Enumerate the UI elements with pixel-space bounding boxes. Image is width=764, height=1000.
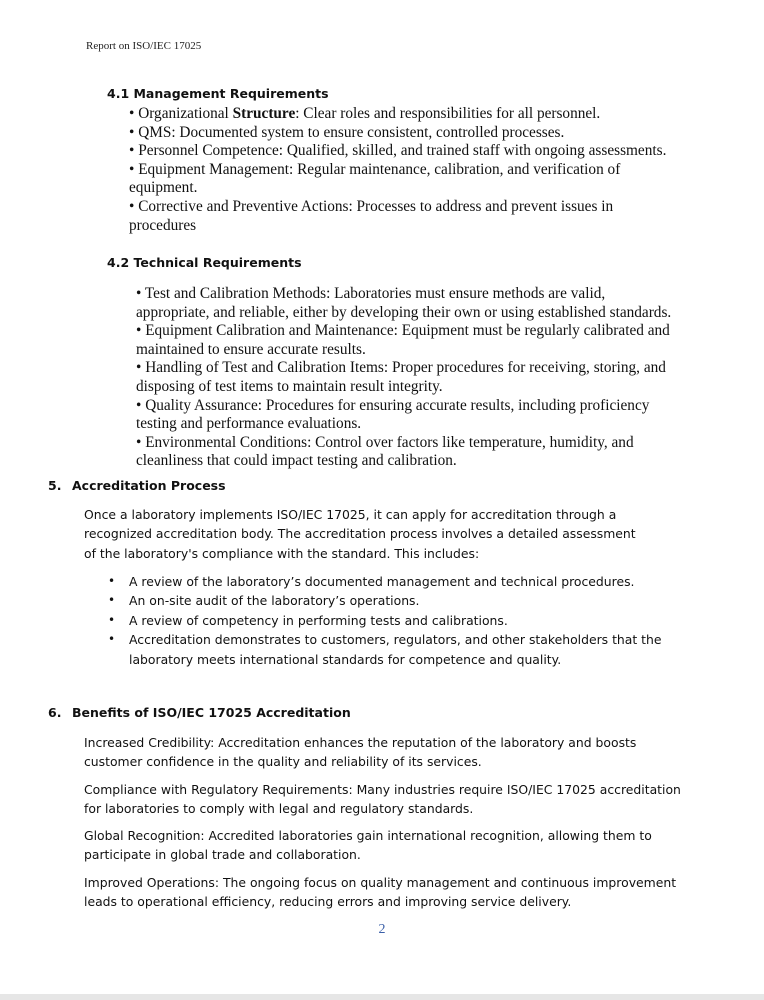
list-4-1 xyxy=(129,105,689,235)
section-6-paragraph: Global Recognition: Accredited laboratories gain international recognition, allowing them to participate in global trade and collaboration. xyxy=(84,828,652,863)
page-number: 2 xyxy=(378,922,386,937)
list-4-2 xyxy=(136,285,681,471)
list-item: • Environmental Conditions: Control over factors like temperature, humidity, and cleanliness that could impact testing and calibration. xyxy=(136,433,634,470)
section-6-paragraph: Compliance with Regulatory Requirements: Many industries require ISO/IEC 17025 accreditation for laboratories to comply with legal and regulatory standards. xyxy=(84,782,681,817)
section-title: Accreditation Process xyxy=(72,478,226,493)
running-header: Report on ISO/IEC 17025 xyxy=(86,40,202,52)
list-item: • A review of the laboratory’s documented management and technical procedures. xyxy=(108,574,635,589)
list-item: • Accreditation demonstrates to customers, regulators, and other stakeholders that the laboratory meets international standards for competence and quality. xyxy=(108,632,662,667)
list-item: • Organizational Structure: Clear roles and responsibilities for all personnel. xyxy=(129,105,601,122)
section-6-paragraph: Improved Operations: The ongoing focus on quality management and continuous improvement leads to operational efficiency, reducing errors and improving service delivery. xyxy=(84,875,677,910)
list-item: • Quality Assurance: Procedures for ensuring accurate results, including proficiency testing and performance evaluations. xyxy=(136,396,650,433)
list-item: • An on-site audit of the laboratory’s operations. xyxy=(108,593,420,609)
list-item: • Equipment Management: Regular maintenance, calibration, and verification of equipment. xyxy=(129,160,621,197)
section-5-intro: Once a laboratory implements ISO/IEC 17025, it can apply for accreditation through a recognized accreditation body. The accreditation process involves a detailed assessment of the laboratory's compliance with the standard. This includes: xyxy=(84,507,636,561)
list-item: • Equipment Calibration and Maintenance: Equipment must be regularly calibrated and maintained to ensure accurate results. xyxy=(136,322,670,358)
list-item: • Corrective and Preventive Actions: Processes to address and prevent issues in procedures xyxy=(129,197,614,234)
section-number: 6. xyxy=(48,705,62,720)
section-5-bullets xyxy=(84,572,694,669)
list-item: • Handling of Test and Calibration Items: Proper procedures for receiving, storing, and disposing of test items to maintain result integrity. xyxy=(136,359,666,395)
list-item: • A review of competency in performing tests and calibrations. xyxy=(108,612,508,628)
heading-section-5 xyxy=(48,478,226,493)
heading-4-2: 4.2 Technical Requirements xyxy=(107,255,302,270)
page-bottom-edge xyxy=(0,994,764,1000)
section-title: Benefits of ISO/IEC 17025 Accreditation xyxy=(72,705,351,720)
heading-4-1: 4.1 Management Requirements xyxy=(107,86,329,101)
list-item: • QMS: Documented system to ensure consistent, controlled processes. xyxy=(129,123,565,141)
heading-section-6 xyxy=(48,705,351,720)
list-item: • Personnel Competence: Qualified, skilled, and trained staff with ongoing assessments. xyxy=(129,142,667,160)
section-number: 5. xyxy=(48,478,62,493)
section-6-paragraph: Increased Credibility: Accreditation enhances the reputation of the laboratory and boosts customer confidence in the quality and reliability of its services. xyxy=(84,735,637,770)
list-item: • Test and Calibration Methods: Laboratories must ensure methods are valid, appropriate, and reliable, either by developing their own or using established standards. xyxy=(136,285,672,321)
